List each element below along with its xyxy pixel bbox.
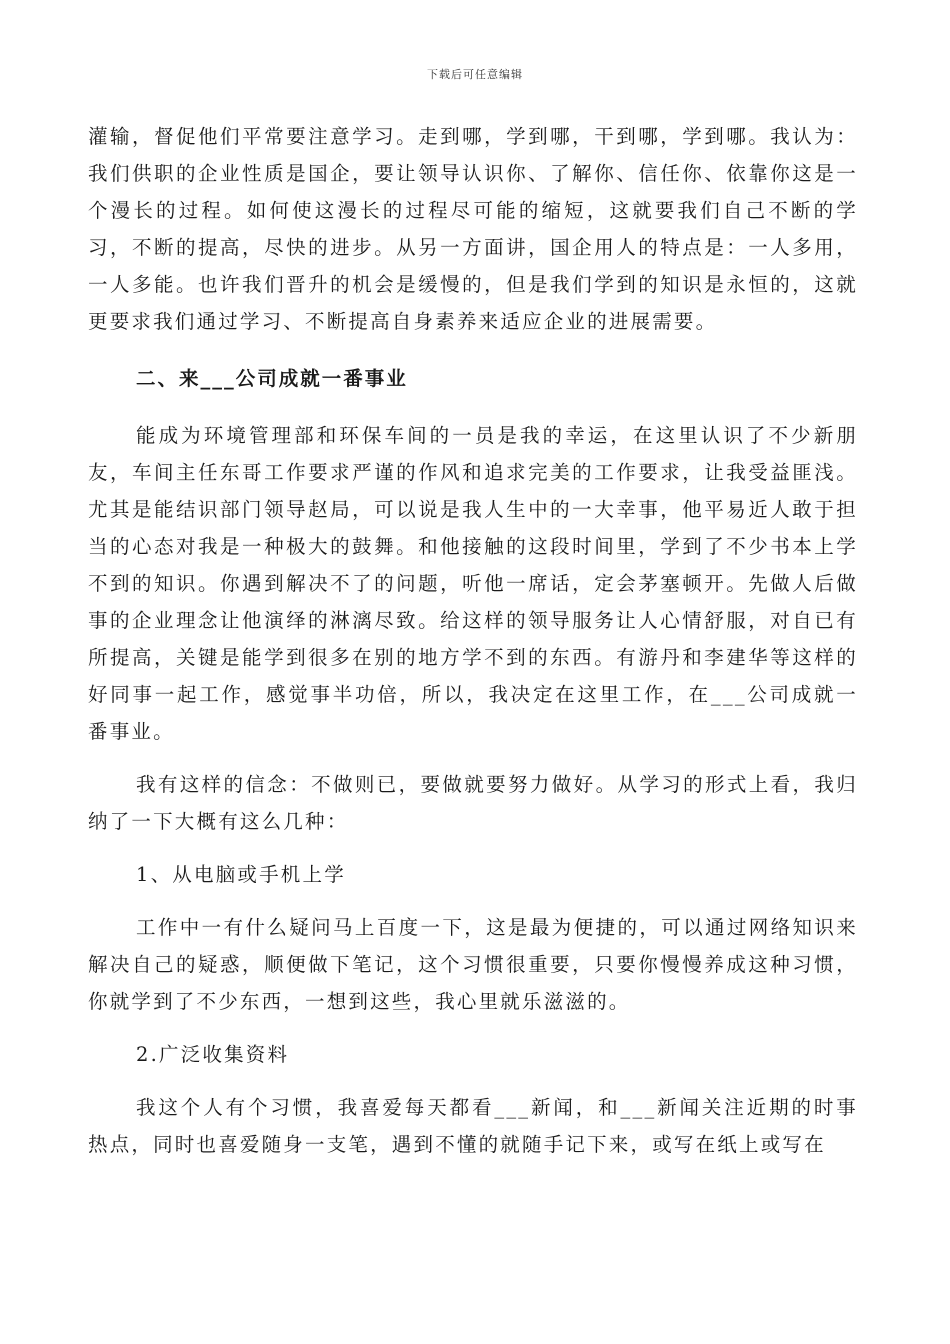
section-heading-career: 二、来___公司成就一番事业	[136, 367, 408, 390]
paragraph-learning-habit: 灌输，督促他们平常要注意学习。走到哪，学到哪，干到哪，学到哪。我认为：我们供职的企业性质是国企，要让领导认识你、了解你、信任你、依靠你这是一个漫长的过程。如何使这漫长的过程尽可能的缩短，这就要我们自己不断的学习，不断的提高，尽快的进步。从另一方面讲，国企用人的特点是：一人多用，一人多能。也许我们晋升的机会是缓慢的，但是我们学到的知识是永恒的，这就更要求我们通过学习、不断提高自身素养来适应企业的进展需要。	[88, 125, 858, 333]
list-item-collect-materials: 2.广泛收集资料	[136, 1043, 290, 1066]
paragraph-news-habit: 我这个人有个习惯，我喜爱每天都看___新闻，和___新闻关注近期的时事热点，同时也喜爱随身一支笔，遇到不懂的就随手记下来，或写在纸上或写在	[88, 1096, 858, 1156]
document-body	[88, 118, 858, 1163]
paragraph-belief: 我有这样的信念：不做则已，要做就要努力做好。从学习的形式上看，我归纳了一下大概有这么几种：	[88, 773, 858, 833]
paragraph-online-learning: 工作中一有什么疑问马上百度一下，这是最为便捷的，可以通过网络知识来解决自己的疑惑，顺便做下笔记，这个习惯很重要，只要你慢慢养成这种习惯，你就学到了不少东西，一想到这些，我心里就乐滋滋的。	[88, 916, 858, 1013]
paragraph-department: 能成为环境管理部和环保车间的一员是我的幸运，在这里认识了不少新朋友，车间主任东哥工作要求严谨的作风和追求完美的工作要求，让我受益匪浅。尤其是能结识部门领导赵局，可以说是我人生中的一大幸事，他平易近人敢于担当的心态对我是一种极大的鼓舞。和他接触的这段时间里，学到了不少书本上学不到的知识。你遇到解决不了的问题，听他一席话，定会茅塞顿开。先做人后做事的企业理念让他演绎的淋漓尽致。给这样的领导服务让人心情舒服，对自已有所提高，关键是能学到很多在别的地方学不到的东西。有游丹和李建华等这样的好同事一起工作，感觉事半功倍，所以，我决定在这里工作，在___公司成就一番事业。	[88, 424, 858, 743]
page-header-note: 下载后可任意编辑	[427, 68, 523, 81]
list-item-computer-phone: 1、从电脑或手机上学	[136, 863, 346, 886]
